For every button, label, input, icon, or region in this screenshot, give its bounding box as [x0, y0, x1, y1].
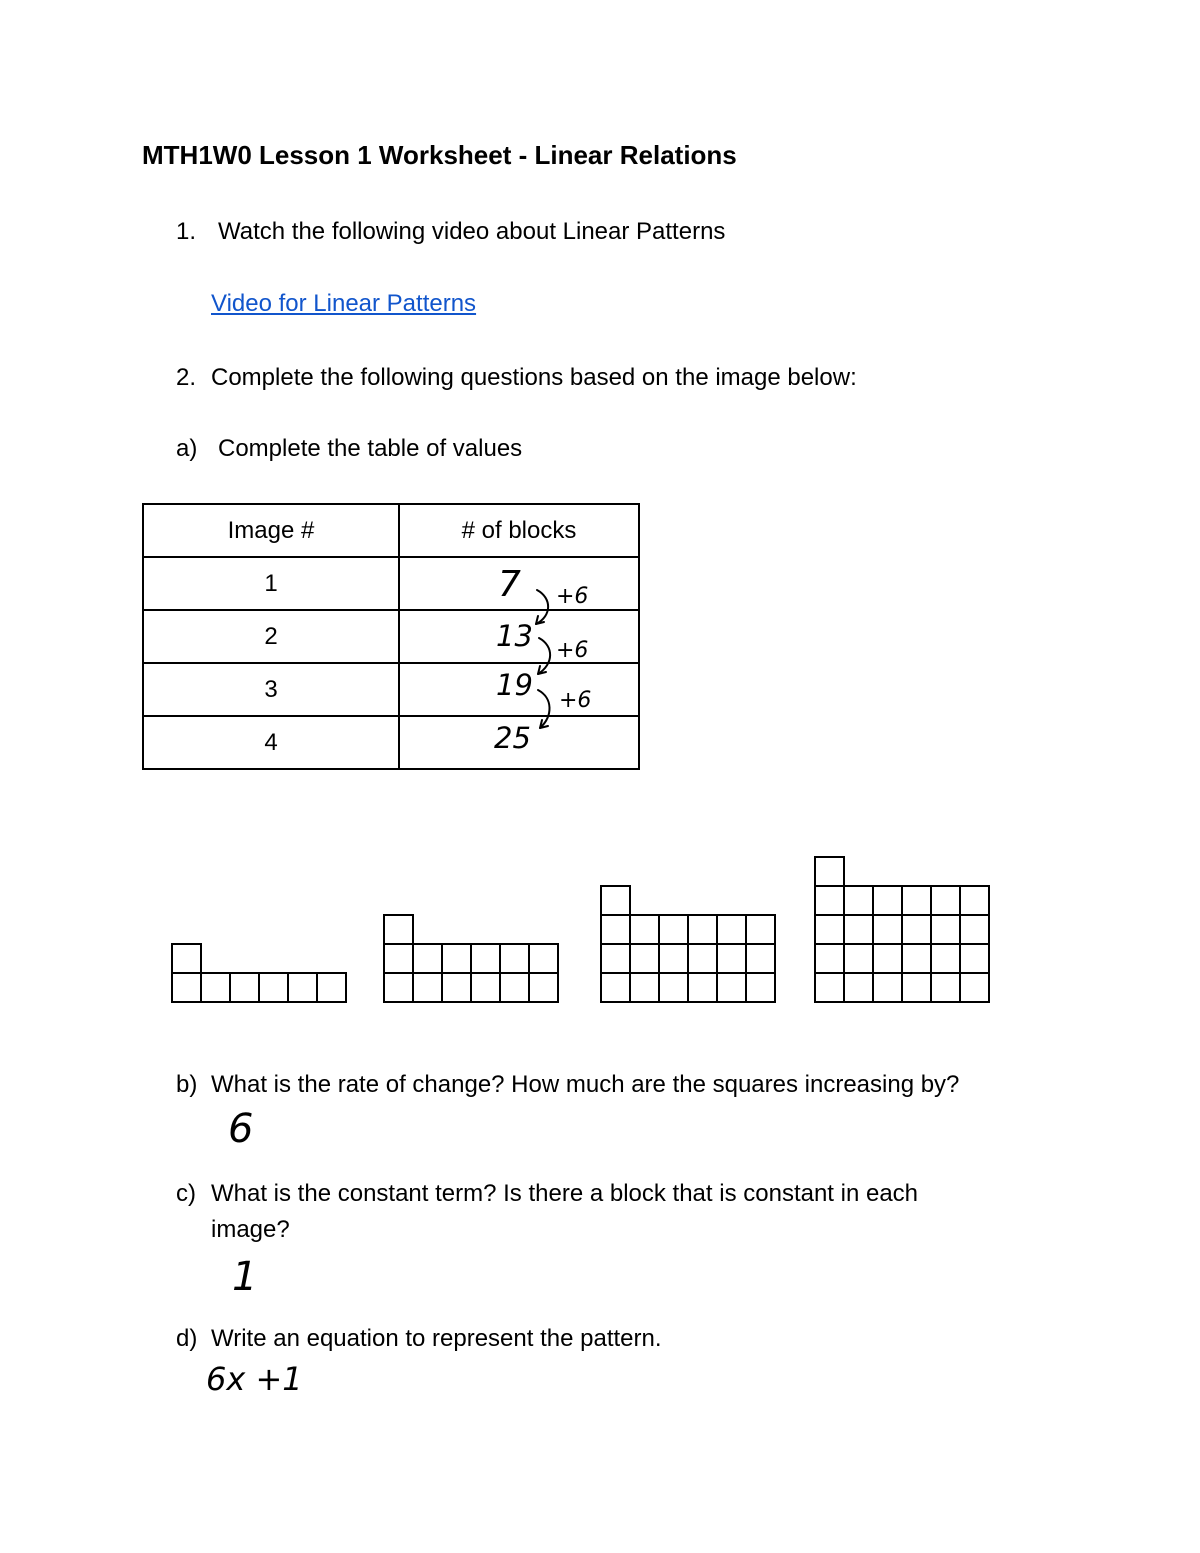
- part-d-answer: 6x +1: [206, 1360, 303, 1398]
- block-square: [873, 915, 902, 944]
- block-square: [500, 973, 529, 1002]
- pattern-figure-4: [815, 857, 989, 1002]
- block-square: [688, 944, 717, 973]
- cell-image: 3: [143, 663, 399, 716]
- part-b-answer: 6: [228, 1106, 254, 1152]
- block-square: [471, 944, 500, 973]
- block-square: [659, 973, 688, 1002]
- block-square: [873, 973, 902, 1002]
- block-square: [172, 944, 201, 973]
- block-pattern-figures: [0, 840, 1200, 1020]
- part-c-answer: 1: [232, 1254, 258, 1300]
- increment-label: +6: [556, 584, 589, 609]
- block-square: [201, 973, 230, 1002]
- handwritten-blocks-value: 13: [496, 619, 533, 653]
- block-square: [717, 944, 746, 973]
- question-1-number: 1.: [176, 218, 197, 245]
- part-a-letter: a): [176, 435, 198, 462]
- block-square: [960, 944, 989, 973]
- block-square: [230, 973, 259, 1002]
- block-square: [630, 944, 659, 973]
- block-square: [902, 886, 931, 915]
- part-b-letter: b): [176, 1071, 198, 1098]
- handwritten-blocks-value: 7: [498, 564, 521, 605]
- block-square: [384, 915, 413, 944]
- block-square: [259, 973, 288, 1002]
- block-square: [931, 915, 960, 944]
- cell-image: 2: [143, 610, 399, 663]
- block-square: [746, 944, 775, 973]
- block-square: [844, 886, 873, 915]
- block-square: [413, 944, 442, 973]
- block-square: [384, 973, 413, 1002]
- question-2-number: 2.: [176, 364, 197, 391]
- block-square: [442, 973, 471, 1002]
- handwritten-blocks-value: 25: [494, 721, 531, 755]
- block-square: [844, 973, 873, 1002]
- block-square: [601, 973, 630, 1002]
- increment-label: +6: [556, 638, 589, 663]
- arrow-3: [538, 690, 550, 728]
- block-square: [902, 973, 931, 1002]
- worksheet-title: MTH1W0 Lesson 1 Worksheet - Linear Relations: [142, 140, 737, 170]
- block-square: [529, 973, 558, 1002]
- block-square: [960, 886, 989, 915]
- pattern-figure-3: [601, 886, 775, 1002]
- block-square: [630, 915, 659, 944]
- block-square: [960, 973, 989, 1002]
- block-square: [688, 915, 717, 944]
- block-square: [815, 915, 844, 944]
- block-square: [172, 973, 201, 1002]
- cell-image: 1: [143, 557, 399, 610]
- block-square: [601, 944, 630, 973]
- question-2-text: Complete the following questions based on the image below:: [211, 364, 857, 391]
- video-link[interactable]: Video for Linear Patterns: [211, 290, 477, 317]
- block-square: [873, 944, 902, 973]
- block-square: [413, 973, 442, 1002]
- block-square: [844, 915, 873, 944]
- block-square: [873, 886, 902, 915]
- block-square: [630, 973, 659, 1002]
- pattern-figure-2: [384, 915, 558, 1002]
- handwritten-blocks-value: 19: [496, 668, 533, 702]
- part-d-text: Write an equation to represent the pattern.: [211, 1325, 662, 1352]
- block-square: [442, 944, 471, 973]
- block-square: [902, 915, 931, 944]
- block-square: [500, 944, 529, 973]
- block-square: [688, 973, 717, 1002]
- block-square: [746, 915, 775, 944]
- block-square: [717, 915, 746, 944]
- block-square: [815, 944, 844, 973]
- part-b-text: What is the rate of change? How much are the squares increasing by?: [211, 1071, 960, 1098]
- block-square: [815, 973, 844, 1002]
- block-square: [659, 944, 688, 973]
- question-1-text: Watch the following video about Linear Patterns: [218, 218, 726, 245]
- block-square: [931, 973, 960, 1002]
- block-square: [601, 886, 630, 915]
- block-square: [931, 944, 960, 973]
- block-square: [746, 973, 775, 1002]
- part-c-text-line1: What is the constant term? Is there a block that is constant in each: [211, 1180, 919, 1207]
- block-square: [601, 915, 630, 944]
- header-blocks: # of blocks: [399, 504, 639, 557]
- header-image-number: Image #: [143, 504, 399, 557]
- block-square: [815, 857, 844, 886]
- block-square: [471, 973, 500, 1002]
- block-square: [317, 973, 346, 1002]
- block-square: [902, 944, 931, 973]
- block-square: [844, 944, 873, 973]
- block-square: [529, 944, 558, 973]
- block-square: [384, 944, 413, 973]
- block-square: [960, 915, 989, 944]
- block-square: [931, 886, 960, 915]
- part-c-text-line2: image?: [211, 1216, 290, 1243]
- part-d-letter: d): [176, 1325, 198, 1352]
- block-square: [659, 915, 688, 944]
- increment-label: +6: [559, 688, 592, 713]
- block-square: [815, 886, 844, 915]
- cell-image: 4: [143, 716, 399, 769]
- part-c-letter: c): [176, 1180, 196, 1207]
- block-square: [717, 973, 746, 1002]
- block-square: [288, 973, 317, 1002]
- part-a-text: Complete the table of values: [218, 435, 523, 462]
- pattern-figure-1: [172, 944, 346, 1002]
